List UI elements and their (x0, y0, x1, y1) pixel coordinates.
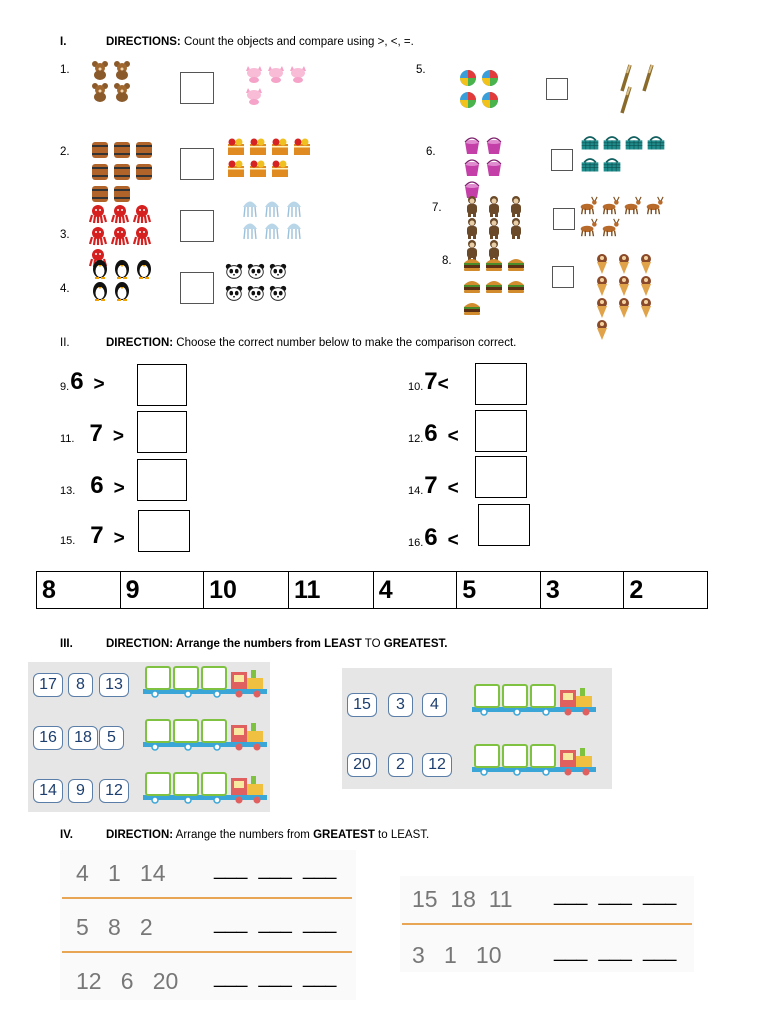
train-answer-slots[interactable] (472, 682, 596, 718)
barrel-icon (112, 162, 132, 182)
teddy-bear-icon (90, 82, 110, 102)
numbers-to-order: 4 1 14 (76, 860, 166, 886)
given-number: 7 (89, 420, 103, 447)
comparison-question (408, 420, 459, 448)
basket-icon (226, 158, 246, 178)
given-number: 7 (90, 522, 104, 549)
shopping-basket-icon (602, 154, 622, 174)
section2-roman: II. (60, 337, 70, 349)
ice-cream-icon (592, 298, 612, 318)
right-object-group (616, 68, 668, 114)
number-chip: 14 (33, 779, 63, 803)
train-answer-slots[interactable] (143, 770, 267, 806)
barrel-icon (112, 140, 132, 160)
pink-cat-icon (288, 64, 308, 84)
right-object-group (578, 196, 674, 246)
monkey-icon (462, 218, 482, 238)
panda-icon (246, 262, 266, 282)
choice-cell[interactable]: 9 (120, 572, 204, 609)
choice-cell[interactable]: 4 (373, 572, 457, 609)
choice-cell[interactable]: 3 (540, 572, 624, 609)
left-object-group (88, 204, 170, 252)
monkey-icon (506, 218, 526, 238)
choice-cell[interactable]: 2 (624, 572, 708, 609)
comparison-question (408, 472, 459, 500)
answer-blanks[interactable]: ___ ___ ___ (214, 858, 337, 880)
answer-box[interactable] (475, 363, 527, 405)
panda-icon (246, 284, 266, 304)
octopus-icon (88, 204, 108, 224)
comparison-question (60, 420, 124, 448)
comparison-operator: > (93, 374, 105, 395)
ball-icon (458, 90, 478, 110)
number-chip: 9 (68, 779, 93, 803)
burger-icon (462, 298, 482, 318)
answer-blanks[interactable]: ___ ___ ___ (214, 912, 337, 934)
ruled-line (62, 951, 352, 953)
right-object-group (580, 132, 672, 188)
penguin-icon (112, 258, 132, 278)
given-number: 7 (424, 368, 438, 395)
right-object-group (244, 64, 310, 120)
number-chip: 15 (347, 693, 377, 717)
number-chip: 18 (68, 726, 98, 750)
monkey-icon (506, 196, 526, 216)
left-object-group (462, 196, 534, 246)
burger-icon (462, 276, 482, 296)
shopping-basket-icon (624, 132, 644, 152)
comparison-question (60, 472, 125, 500)
bucket-icon (484, 136, 504, 156)
choice-cell[interactable]: 8 (37, 572, 121, 609)
question-number: 9. (60, 381, 70, 393)
comparison-answer-box[interactable] (553, 208, 575, 230)
bucket-icon (462, 158, 482, 178)
answer-box[interactable] (137, 411, 187, 453)
burger-icon (484, 254, 504, 274)
number-chip: 2 (388, 753, 413, 777)
number-chip: 20 (347, 753, 377, 777)
answer-box[interactable] (475, 456, 527, 498)
burger-icon (506, 254, 526, 274)
answer-box[interactable] (138, 510, 190, 552)
stick-icon (616, 90, 636, 110)
number-chip: 5 (99, 726, 124, 750)
left-object-group (462, 136, 522, 194)
ice-cream-icon (614, 254, 634, 274)
number-chip: 4 (422, 693, 447, 717)
comparison-answer-box[interactable] (552, 266, 574, 288)
question-number: 1. (60, 64, 70, 76)
number-chip: 8 (68, 673, 93, 697)
deer-icon (600, 218, 620, 238)
teddy-bear-icon (90, 60, 110, 80)
jellyfish-icon (262, 198, 282, 218)
burger-icon (462, 254, 482, 274)
left-object-group (458, 68, 518, 114)
panda-icon (268, 262, 288, 282)
train-answer-slots[interactable] (472, 742, 596, 778)
ruled-line (402, 923, 692, 925)
comparison-operator: < (447, 426, 459, 447)
ice-cream-icon (614, 276, 634, 296)
ball-icon (458, 68, 478, 88)
comparison-answer-box[interactable] (551, 149, 573, 171)
deer-icon (644, 196, 664, 216)
number-chip: 13 (99, 673, 129, 697)
right-object-group (240, 198, 310, 254)
question-number: 16. (408, 537, 424, 549)
burger-icon (506, 276, 526, 296)
ice-cream-icon (592, 320, 612, 340)
left-object-group (90, 258, 154, 314)
barrel-icon (90, 184, 110, 204)
octopus-icon (110, 226, 130, 246)
basket-icon (270, 158, 290, 178)
comparison-operator: > (112, 426, 124, 447)
comparison-question (408, 524, 459, 552)
teddy-bear-icon (112, 60, 132, 80)
burger-icon (484, 276, 504, 296)
question-number: 15. (60, 535, 76, 547)
question-number: 11. (60, 433, 75, 445)
numbers-to-order: 5 8 2 (76, 914, 153, 940)
given-number: 6 (424, 524, 438, 551)
octopus-icon (132, 204, 152, 224)
pink-cat-icon (244, 64, 264, 84)
penguin-icon (90, 258, 110, 278)
ruled-line (62, 897, 352, 899)
deer-icon (578, 196, 598, 216)
comparison-operator: > (113, 528, 125, 549)
jellyfish-icon (240, 220, 260, 240)
numbers-to-order: 3 1 10 (412, 942, 502, 968)
given-number: 7 (424, 472, 438, 499)
right-object-group (224, 262, 308, 318)
given-number: 6 (424, 420, 438, 447)
answer-blanks[interactable]: ___ ___ ___ (214, 966, 337, 988)
answer-box[interactable] (475, 410, 527, 452)
answer-blanks[interactable]: ___ ___ ___ (554, 884, 677, 906)
left-object-group (462, 254, 526, 310)
comparison-question (408, 368, 449, 396)
pink-cat-icon (266, 64, 286, 84)
answer-box[interactable] (478, 504, 530, 546)
question-number: 4. (60, 283, 70, 295)
given-number: 6 (90, 472, 104, 499)
basket-icon (226, 136, 246, 156)
number-chip: 3 (388, 693, 413, 717)
penguin-icon (134, 258, 154, 278)
jellyfish-icon (284, 220, 304, 240)
barrel-icon (134, 162, 154, 182)
comparison-operator: < (437, 374, 449, 395)
number-chip: 12 (422, 753, 452, 777)
question-number: 8. (442, 255, 452, 267)
number-chip: 17 (33, 673, 63, 697)
ice-cream-icon (592, 254, 612, 274)
question-number: 3. (60, 229, 70, 241)
barrel-icon (90, 162, 110, 182)
bucket-icon (462, 136, 482, 156)
train-answer-slots[interactable] (143, 664, 267, 700)
section3-directions: DIRECTION: Arrange the numbers from LEAST TO GREATEST. (106, 638, 448, 650)
deer-icon (622, 196, 642, 216)
octopus-icon (88, 226, 108, 246)
panda-icon (224, 284, 244, 304)
ice-cream-icon (592, 276, 612, 296)
ice-cream-icon (636, 298, 656, 318)
comparison-question (60, 522, 125, 550)
question-number: 2. (60, 146, 70, 158)
comparison-answer-box[interactable] (180, 210, 214, 242)
left-object-group (90, 60, 146, 116)
train-answer-slots[interactable] (143, 717, 267, 753)
given-number: 6 (70, 368, 84, 395)
choice-cell[interactable]: 11 (288, 572, 373, 609)
section4-roman: IV. (60, 829, 74, 841)
deer-icon (600, 196, 620, 216)
deer-icon (578, 218, 598, 238)
numbers-to-order: 12 6 20 (76, 968, 179, 994)
stick-icon (638, 68, 658, 88)
penguin-icon (112, 280, 132, 300)
ball-icon (480, 90, 500, 110)
section1-directions: DIRECTIONS: Count the objects and compare using >, <, =. (106, 36, 414, 48)
comparison-answer-box[interactable] (180, 148, 214, 180)
right-object-group (592, 254, 674, 310)
monkey-icon (484, 196, 504, 216)
question-number: 10. (408, 381, 424, 393)
number-chip: 12 (99, 779, 129, 803)
question-number: 14. (408, 485, 424, 497)
barrel-icon (90, 140, 110, 160)
basket-icon (270, 136, 290, 156)
comparison-answer-box[interactable] (180, 272, 214, 304)
section1-roman: I. (60, 36, 67, 48)
shopping-basket-icon (602, 132, 622, 152)
jellyfish-icon (240, 198, 260, 218)
shopping-basket-icon (580, 132, 600, 152)
shopping-basket-icon (646, 132, 666, 152)
octopus-icon (110, 204, 130, 224)
question-number: 7. (432, 202, 442, 214)
comparison-answer-box[interactable] (180, 72, 214, 104)
basket-icon (248, 136, 268, 156)
shopping-basket-icon (580, 154, 600, 174)
panda-icon (268, 284, 288, 304)
question-number: 5. (416, 64, 426, 76)
ice-cream-icon (636, 276, 656, 296)
penguin-icon (90, 280, 110, 300)
jellyfish-icon (284, 198, 304, 218)
teddy-bear-icon (112, 82, 132, 102)
comparison-operator: > (113, 478, 125, 499)
answer-box[interactable] (137, 364, 187, 406)
ice-cream-icon (636, 254, 656, 274)
comparison-answer-box[interactable] (546, 78, 568, 100)
barrel-icon (134, 140, 154, 160)
basket-icon (248, 158, 268, 178)
comparison-question (60, 368, 105, 396)
bucket-icon (484, 158, 504, 178)
octopus-icon (132, 226, 152, 246)
right-object-group (226, 136, 312, 192)
question-number: 12. (408, 433, 424, 445)
answer-blanks[interactable]: ___ ___ ___ (554, 940, 677, 962)
barrel-icon (112, 184, 132, 204)
choice-cell[interactable]: 5 (457, 572, 541, 609)
ball-icon (480, 68, 500, 88)
comparison-operator: < (447, 530, 459, 551)
pink-cat-icon (244, 86, 264, 106)
comparison-operator: < (447, 478, 459, 499)
left-object-group (90, 140, 170, 190)
number-chip: 16 (33, 726, 63, 750)
answer-box[interactable] (137, 459, 187, 501)
section2-directions: DIRECTION: Choose the correct number below to make the comparison correct. (106, 337, 517, 349)
ice-cream-icon (614, 298, 634, 318)
basket-icon (292, 136, 312, 156)
section3-roman: III. (60, 638, 73, 650)
number-choices-table (36, 571, 708, 609)
monkey-icon (484, 218, 504, 238)
question-number: 13. (60, 485, 76, 497)
monkey-icon (462, 196, 482, 216)
jellyfish-icon (262, 220, 282, 240)
question-number: 6. (426, 146, 436, 158)
numbers-to-order: 15 18 11 (412, 886, 513, 912)
section4-directions: DIRECTION: Arrange the numbers from GREATEST to LEAST. (106, 829, 430, 841)
panda-icon (224, 262, 244, 282)
choice-cell[interactable]: 10 (204, 572, 289, 609)
